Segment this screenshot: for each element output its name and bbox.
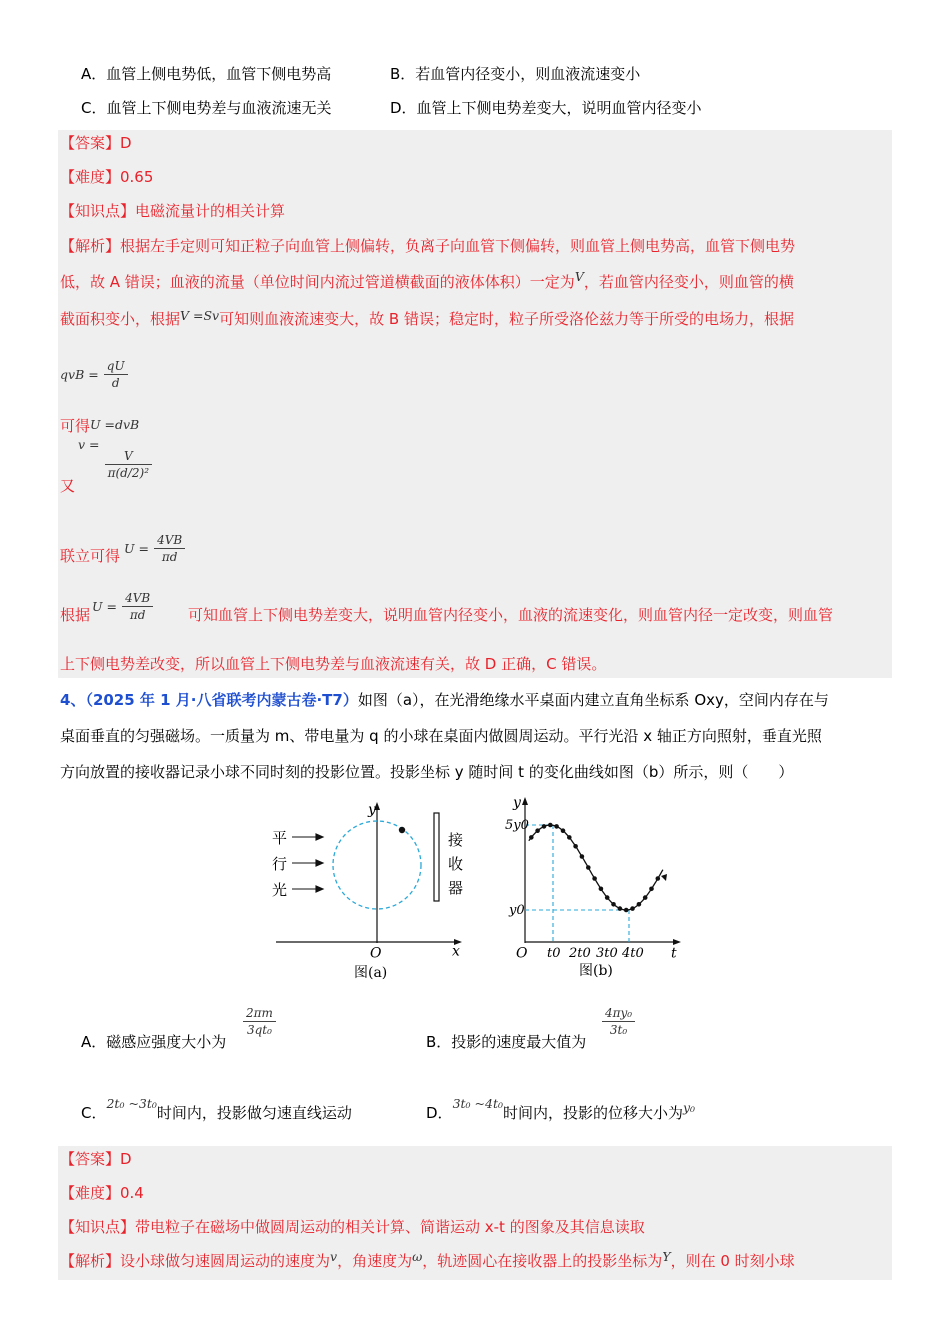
option-c-prev: C．血管上下侧电势差与血液流速无关	[81, 99, 332, 117]
fig-b-y-tick-y0: y0	[509, 903, 525, 918]
question-4-line1: 4、（2025 年 1 月·八省联考内蒙古卷·T7）如图（a），在光滑绝缘水平桌面内建立直角坐标系 Oxy，空间内存在与	[60, 691, 829, 709]
fig-b-curve-dot	[535, 828, 540, 833]
fig-b-curve-dot	[599, 887, 604, 892]
fig-b-curve-dot	[605, 895, 610, 900]
fig-b-curve-dot	[567, 835, 572, 840]
fig-a-origin: O	[370, 945, 382, 962]
fig-b-curve	[529, 825, 663, 910]
fig-b-curve-dot	[656, 876, 661, 881]
difficulty-q4: 【难度】0.4	[60, 1184, 144, 1202]
fig-b-curve-dot	[611, 902, 616, 907]
fig-b-t-tick-2: 2t0	[569, 945, 591, 961]
fig-b-caption: 图(b)	[579, 963, 613, 979]
fig-b-y-tick-5y0: 5y0	[505, 818, 529, 833]
figure-a	[262, 793, 472, 983]
fig-a-x-label: x	[452, 943, 460, 960]
option-b: B．投影的速度最大值为	[426, 1033, 587, 1051]
option-a-fraction: $\frac{2\pi m}{\text{3qt₀}}$	[243, 1005, 276, 1038]
analysis-q3-line3: 截面积变小，根据$^{V =Sv}$可知则血液流速变大，故 B 错误；稳定时，粒子所受洛伦兹力等于所受的电场力，根据	[60, 308, 794, 328]
fig-b-t-tick-1: t0	[547, 945, 561, 961]
fig-b-curve-dot	[548, 823, 553, 828]
fig-a-caption: 图(a)	[354, 965, 388, 981]
option-c: C．$^{2t_0 \sim 3t_0}$时间内，投影做匀速直线运动	[81, 1096, 352, 1122]
knowledge-q4: 【知识点】带电粒子在磁场中做圆周运动的相关计算、简谐运动 x-t 的图象及其信息读取	[60, 1218, 645, 1236]
answer-q3: 【答案】D	[60, 134, 132, 152]
formula-u-combined: U = $\frac{4VB}{\pi d}$	[124, 532, 185, 565]
fig-b-curve-dot	[637, 902, 642, 907]
option-a: A．磁感应强度大小为	[81, 1033, 227, 1051]
fig-a-light-char-2: 行	[272, 855, 288, 873]
fig-b-y-label: y	[513, 795, 521, 811]
fig-b-curve-dot	[554, 824, 559, 829]
fig-a-receiver	[434, 813, 439, 901]
answer-q4: 【答案】D	[60, 1150, 132, 1168]
fig-b-curve-dot	[529, 835, 534, 840]
analysis-q4-line1: 【解析】设小球做匀速圆周运动的速度为$^v$，角速度为$^\omega$，轨迹圆心在接收器上的投影坐标为$^Y$，则在 0 时刻小球	[60, 1249, 795, 1270]
analysis-q3-line2: 低，故 A 错误；血液的流量（单位时间内流过管道横截面的液体体积）一定为$^V$，若血管内径变小，则血管的横	[60, 269, 794, 291]
fig-b-curve-dot	[592, 876, 597, 881]
math-v-volume: V	[574, 269, 584, 284]
fig-b-t-tick-4: 4t0	[622, 945, 644, 961]
fig-b-curve-dot	[643, 895, 648, 900]
fig-a-receiver-char-2: 收	[448, 855, 464, 873]
fig-b-guides	[525, 825, 629, 942]
label-also: 又	[60, 477, 76, 495]
fig-a-receiver-char-1: 接	[448, 831, 464, 849]
option-d: D．$^{3t_0 \sim 4t_0}$时间内，投影的位移大小为$^{y_0}$	[426, 1096, 696, 1122]
knowledge-q3: 【知识点】电磁流量计的相关计算	[60, 202, 286, 220]
fig-b-curve-dot	[624, 908, 629, 913]
option-b-fraction: $\frac{\text{4πy₀}}{\text{3t₀}}$	[602, 1005, 635, 1038]
fig-a-receiver-char-3: 器	[448, 879, 464, 897]
fig-a-light-arrows	[292, 834, 323, 892]
fig-b-curve-dot	[649, 887, 654, 892]
fig-b-curve-dot	[580, 854, 585, 859]
difficulty-q3: 【难度】0.65	[60, 168, 154, 186]
fig-a-y-label: y	[368, 802, 376, 818]
formula-u-dvb: 可得U =dvB	[60, 417, 140, 435]
formula-v: $^{v =}$ $\frac{V}{\text{π(d/2)²}}$	[78, 448, 152, 481]
math-v-sv: V =Sv	[180, 308, 220, 323]
fig-b-curve-dot	[586, 865, 591, 870]
fig-b-curve-arrow	[661, 874, 667, 881]
fig-a-ball	[399, 827, 405, 833]
fig-b-curve-dot	[561, 828, 566, 833]
analysis-q3-line10: 上下侧电势差改变，所以血管上下侧电势差与血液流速有关，故 D 正确，C 错误。	[60, 655, 607, 673]
fig-a-light-char-3: 光	[272, 881, 288, 899]
question-4-line3: 方向放置的接收器记录小球不同时刻的投影位置。投影坐标 y 随时间 t 的变化曲线如图（b）所示，则（ ）	[60, 763, 794, 781]
formula-qvb: qvB = $\frac{qU}{d}$	[60, 358, 128, 391]
analysis-q3-line1: 【解析】根据左手定则可知正粒子向血管上侧偏转，负离子向血管下侧偏转，则血管上侧电势高，血管下侧电势	[60, 237, 796, 255]
fig-a-light-char-1: 平	[272, 829, 288, 847]
option-a-prev: A．血管上侧电势低，血管下侧电势高	[81, 65, 332, 83]
fig-b-curve-dot	[542, 824, 547, 829]
fig-b-t-label: t	[671, 945, 677, 962]
fig-b-curve-dots	[529, 823, 660, 913]
option-d-prev: D．血管上下侧电势差变大，说明血管内径变小	[390, 99, 702, 117]
fig-b-t-tick-3: 3t0	[596, 945, 618, 961]
fig-b-origin: O	[516, 945, 528, 962]
figure-b	[505, 790, 690, 985]
question-4-line2: 桌面垂直的匀强磁场。一质量为 m、带电量为 q 的小球在桌面内做圆周运动。平行光沿 x 轴正方向照射，垂直光照	[60, 727, 822, 745]
label-combine: 联立可得	[60, 547, 121, 565]
fig-b-curve-dot	[630, 906, 635, 911]
analysis-q3-line9: 根据 可知血管上下侧电势差变大，说明血管内径变小，血液的流速变化，则血管内径一定改变，则血管	[60, 606, 834, 624]
fig-b-curve-dot	[573, 844, 578, 849]
fig-b-curve-dot	[618, 906, 623, 911]
formula-u-basis: U = $\frac{4VB}{\pi d}$	[92, 590, 153, 623]
option-b-prev: B．若血管内径变小，则血液流速变小	[390, 65, 641, 83]
